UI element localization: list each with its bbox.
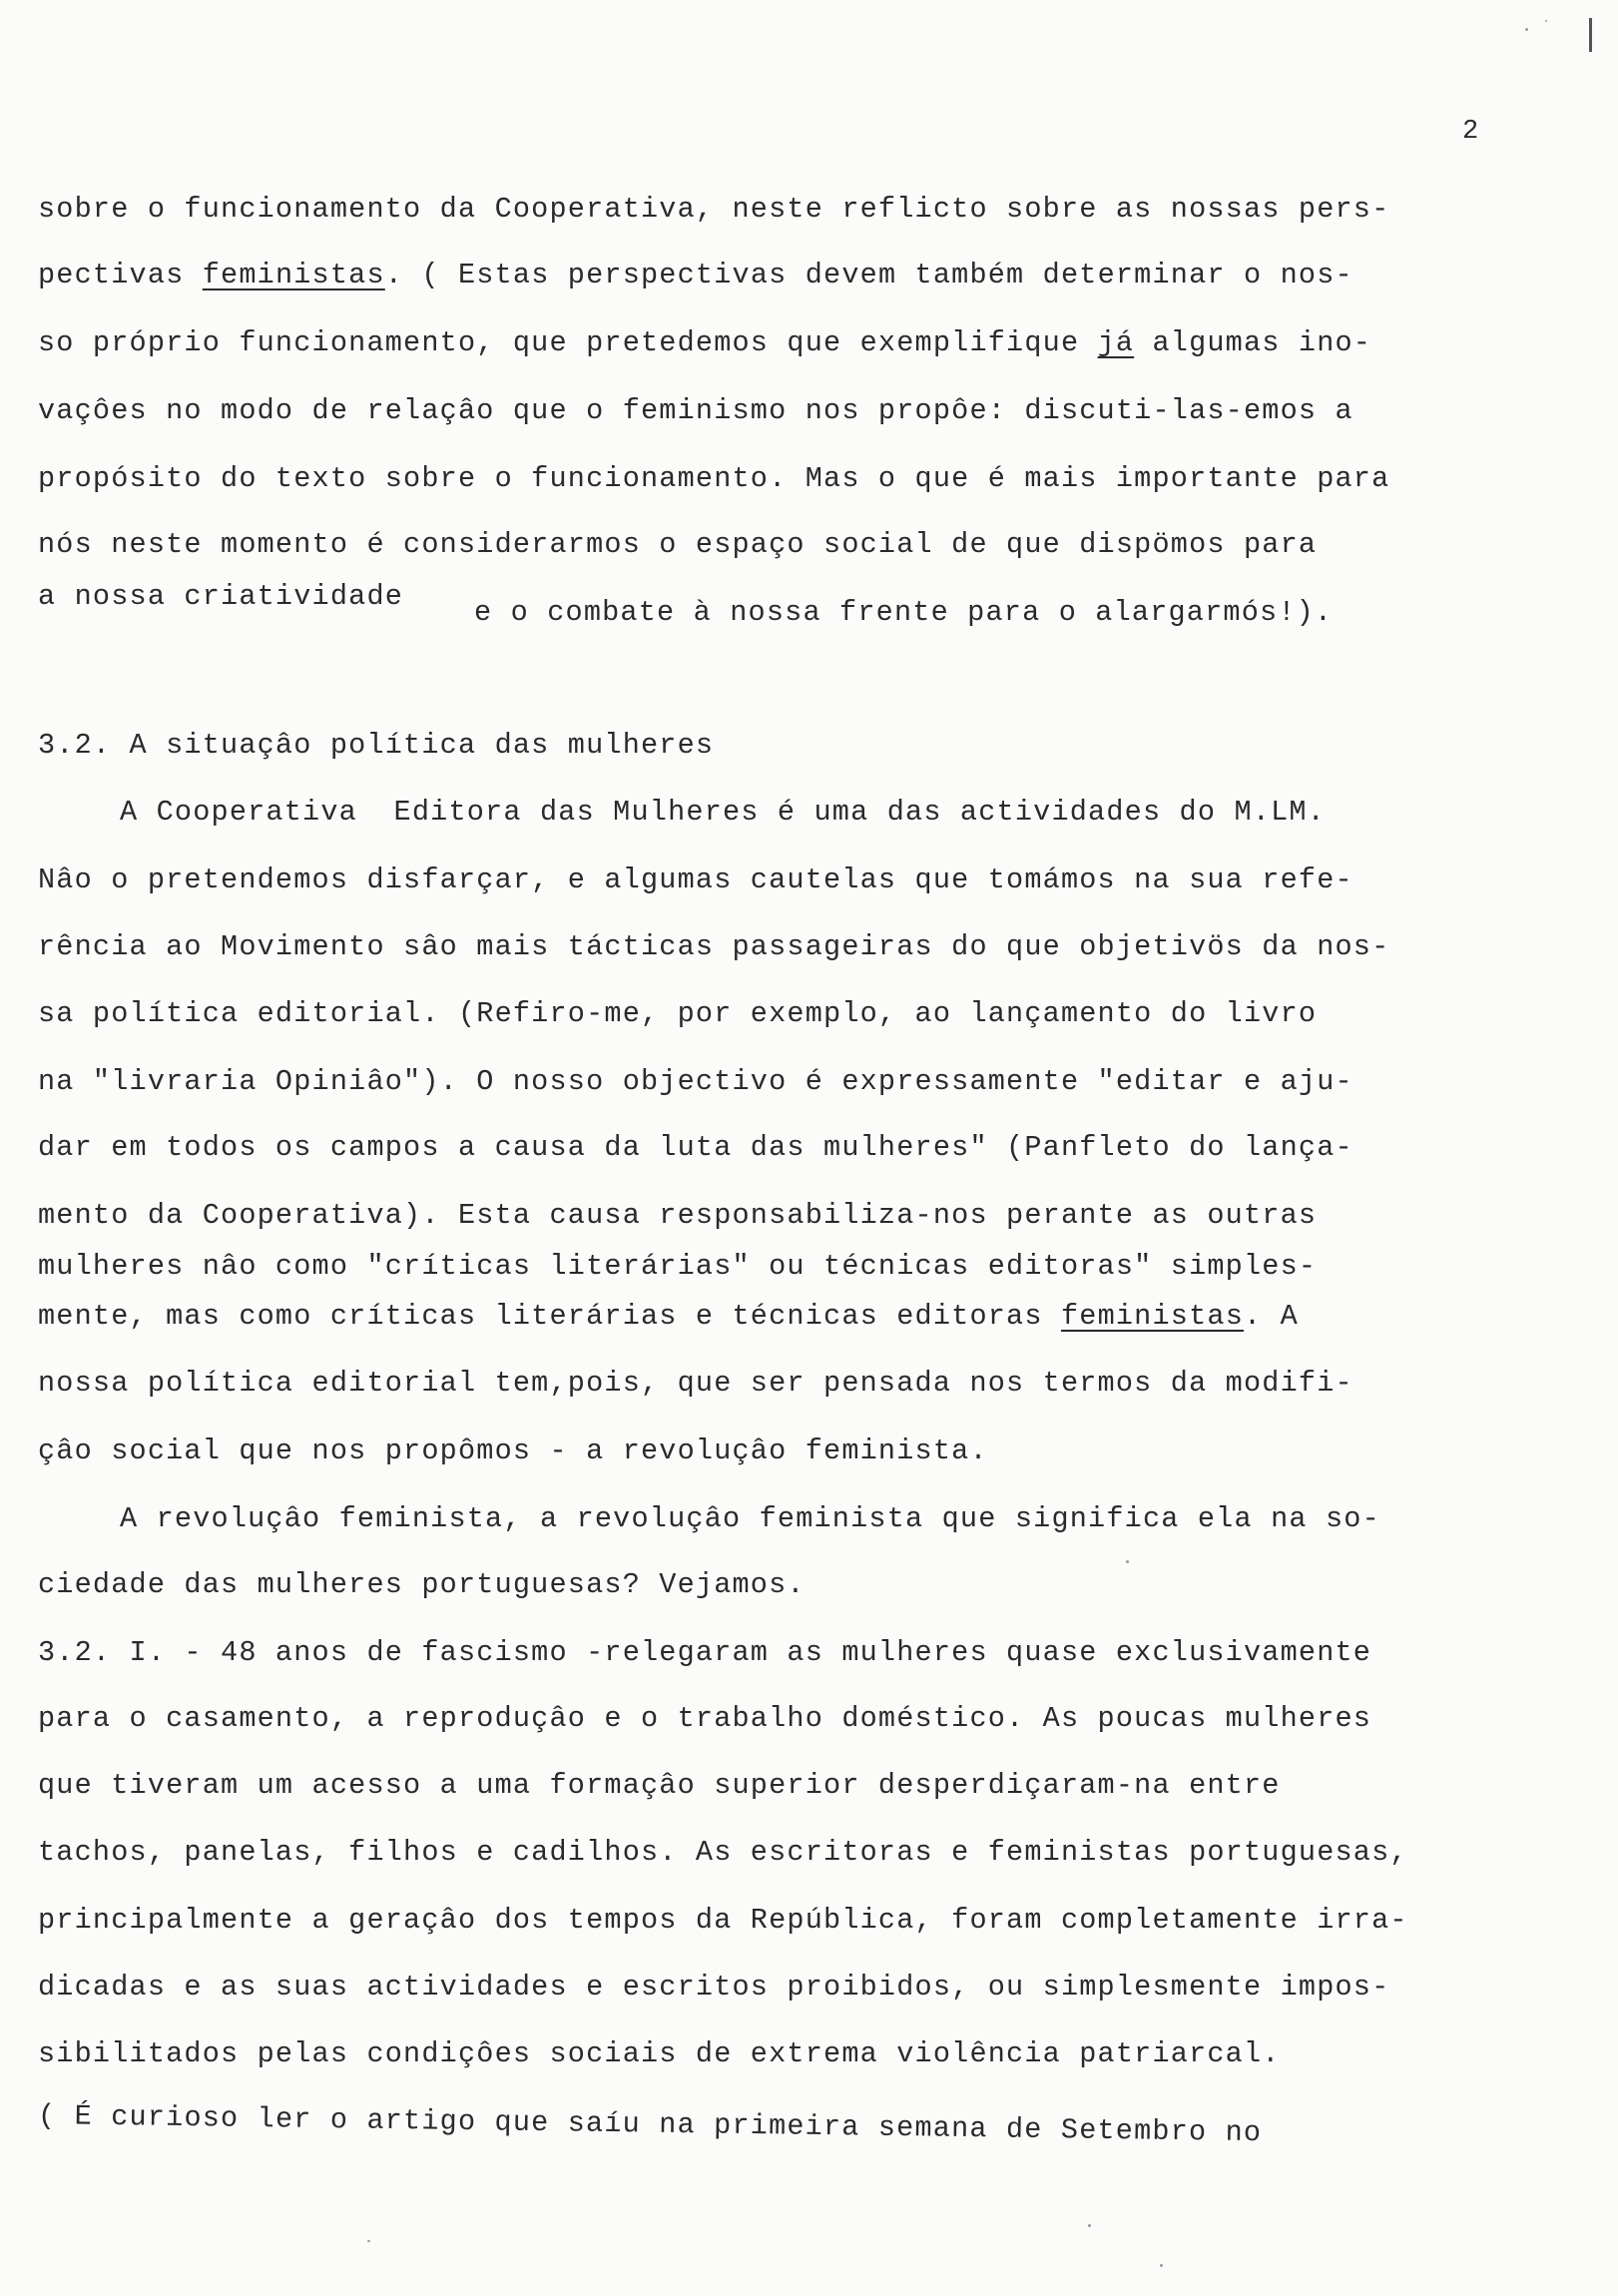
underlined-word: já xyxy=(1097,326,1135,359)
text-line: vaçôes no modo de relaçâo que o feminismo nos propôe: discuti-las-emos a xyxy=(38,394,1353,427)
text-line: principalmente a geraçâo dos tempos da República, foram completamente irra- xyxy=(38,1904,1408,1937)
text-line: Nâo o pretendemos disfarçar, e algumas cautelas que tomámos na sua refe- xyxy=(38,863,1353,896)
text-segment: algumas ino- xyxy=(1134,326,1372,359)
text-segment: . ( Estas perspectivas devem também determinar o nos- xyxy=(384,259,1353,291)
text-line: tachos, panelas, filhos e cadilhos. As escritoras e feministas portuguesas, xyxy=(38,1836,1408,1869)
text-line: 3.2. I. - 48 anos de fascismo -relegaram as mulheres quase exclusivamente xyxy=(38,1636,1372,1669)
text-line: sobre o funcionamento da Cooperativa, neste reflicto sobre as nossas pers- xyxy=(38,193,1390,226)
text-segment: pectivas xyxy=(38,259,203,291)
corner-mark xyxy=(1589,18,1592,52)
text-line: sa política editorial. (Refiro-me, por exemplo, ao lançamento do livro xyxy=(38,997,1318,1030)
text-line xyxy=(38,1300,1299,1333)
text-line: na "livraria Opiniâo"). O nosso objectivo é expressamente "editar e aju- xyxy=(38,1065,1353,1098)
text-line: A Cooperativa Editora das Mulheres é uma das actividades do M.LM. xyxy=(120,796,1326,829)
text-line: mulheres nâo como "críticas literárias" ou técnicas editoras" simples- xyxy=(38,1250,1318,1283)
text-line: a nossa criatividade xyxy=(38,580,404,613)
text-line: ciedade das mulheres portuguesas? Vejamos. xyxy=(38,1568,806,1601)
underlined-word: feministas xyxy=(202,259,385,291)
text-segment: . A xyxy=(1244,1300,1299,1333)
text-line: e o combate à nossa frente para o alargarmós!). xyxy=(474,596,1334,629)
text-line: dar em todos os campos a causa da luta das mulheres" (Panfleto do lança- xyxy=(38,1131,1353,1164)
scan-speck xyxy=(1525,28,1528,31)
text-line: propósito do texto sobre o funcionamento. Mas o que é mais importante para xyxy=(38,462,1390,495)
section-heading: 3.2. A situaçâo política das mulheres xyxy=(38,729,715,762)
text-segment: so próprio funcionamento, que pretedemos que exemplifique xyxy=(38,326,1098,359)
scan-speck xyxy=(1545,20,1547,22)
underlined-word: feministas xyxy=(1060,1300,1244,1333)
text-line: mento da Cooperativa). Esta causa responsabiliza-nos perante as outras xyxy=(38,1199,1318,1232)
text-line: sibilitados pelas condiçôes sociais de extrema violência patriarcal. xyxy=(38,2037,1281,2070)
page-number: 2 xyxy=(1462,117,1480,147)
text-line: nossa política editorial tem,pois, que ser pensada nos termos da modifi- xyxy=(38,1367,1353,1400)
scan-speck xyxy=(367,2240,370,2242)
text-segment: mente, mas como críticas literárias e técnicas editoras xyxy=(38,1300,1061,1333)
text-line xyxy=(38,259,1353,291)
text-line: que tiveram um acesso a uma formaçâo superior desperdiçaram-na entre xyxy=(38,1769,1281,1802)
scan-speck xyxy=(1160,2264,1163,2267)
text-line: A revoluçâo feminista, a revoluçâo feminista que significa ela na so- xyxy=(120,1502,1380,1535)
text-line: ( É curioso ler o artigo que saíu na primeira semana de Setembro no xyxy=(37,2099,1263,2150)
scan-speck xyxy=(1126,1560,1129,1563)
text-line: nós neste momento é considerarmos o espaço social de que dispömos para xyxy=(38,528,1318,561)
text-line: para o casamento, a reproduçâo e o trabalho doméstico. As poucas mulheres xyxy=(38,1702,1372,1735)
text-line: dicadas e as suas actividades e escritos proibidos, ou simplesmente impos- xyxy=(38,1971,1390,2004)
text-line: rência ao Movimento sâo mais tácticas passageiras do que objetivös da nos- xyxy=(38,930,1390,963)
scan-speck xyxy=(1088,2224,1091,2227)
text-line: çâo social que nos propômos - a revoluçâo feminista. xyxy=(38,1435,988,1467)
text-line xyxy=(38,326,1372,359)
